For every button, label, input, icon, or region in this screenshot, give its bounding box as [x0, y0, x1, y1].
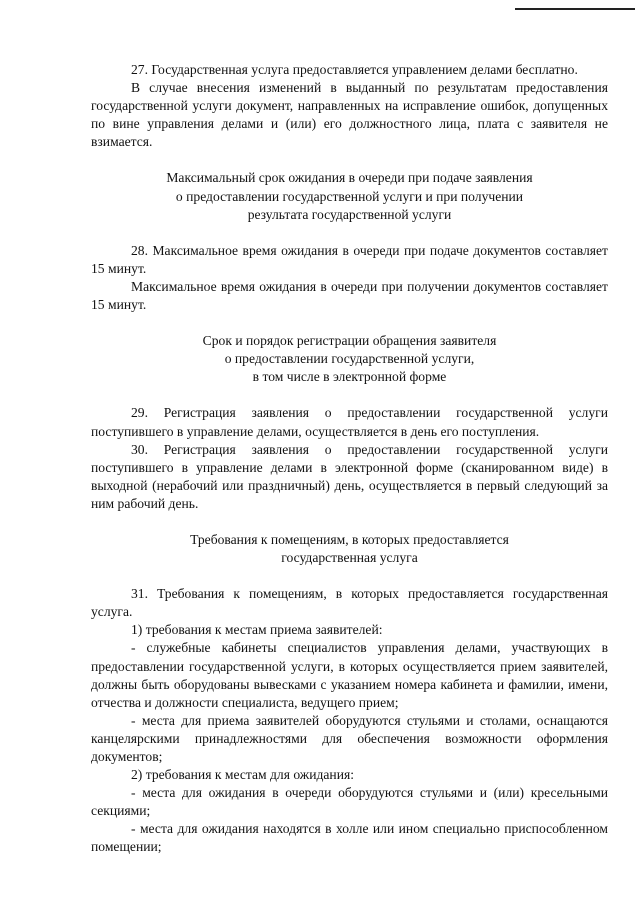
list-item: 2) требования к местам для ожидания: — [131, 767, 355, 783]
heading-line: государственная услуга — [281, 550, 418, 566]
document-page — [91, 61, 608, 857]
paragraph-30: 30. Регистрация заявления о предоставлении государственной услуги поступившего в управление делами в электронной форме (сканированном виде) в выходной (нерабочий или праздничный) день, осуществляется в первый следующий за ним рабочий день. — [91, 441, 608, 511]
heading-premises — [91, 531, 608, 567]
paragraph-27: 27. Государственная услуга предоставляется управлением делами бесплатно. — [131, 62, 578, 77]
heading-line: Срок и порядок регистрации обращения заявителя — [202, 333, 497, 349]
heading-waiting-time — [91, 169, 608, 223]
paragraph-29: 29. Регистрация заявления о предоставлении государственной услуги поступившего в управление делами, осуществляется в день его поступления. — [91, 405, 608, 439]
heading-line: о предоставлении государственной услуги и при получении — [175, 188, 524, 204]
heading-line: в том числе в электронной форме — [252, 369, 447, 385]
list-item: 1) требования к местам приема заявителей: — [131, 622, 383, 638]
list-item: - служебные кабинеты специалистов управления делами, участвующих в предоставлении государственной услуги, в которых осуществляется прием заявителей, должны быть оборудованы вывесками с указанием номера кабинета и фамилии, имени, отчества и должности специалиста, ведущего прием; — [91, 640, 608, 710]
paragraph-28: 28. Максимальное время ожидания в очереди при подаче документов составляет 15 минут. — [91, 242, 608, 276]
list-item: - места для ожидания находятся в холле или ином специально приспособленном помещении; — [91, 821, 608, 855]
heading-line: Требования к помещениям, в которых предоставляется — [190, 531, 509, 547]
heading-line: результата государственной услуги — [247, 206, 452, 222]
list-item: - места для ожидания в очереди оборудуются стульями и (или) кресельными секциями; — [91, 785, 608, 819]
heading-line: Максимальный срок ожидания в очереди при подаче заявления — [166, 170, 533, 186]
paragraph-31: 31. Требования к помещениям, в которых предоставляется государственная услуга. — [91, 586, 608, 620]
top-rule — [515, 8, 635, 10]
list-item: - места для приема заявителей оборудуются стульями и столами, оснащаются канцелярскими принадлежностями для обеспечения возможности оформления документов; — [91, 712, 608, 764]
paragraph-27-fee: В случае внесения изменений в выданный по результатам предоставления государственной услуги документ, направленных на исправление ошибок, допущенных по вине управления делами и (или) его должностного лица, плата с заявителя не взимается. — [91, 80, 608, 150]
heading-registration — [91, 332, 608, 386]
paragraph-28-receive: Максимальное время ожидания в очереди при получении документов составляет 15 минут. — [91, 278, 608, 313]
heading-line: о предоставлении государственной услуги, — [224, 351, 475, 367]
